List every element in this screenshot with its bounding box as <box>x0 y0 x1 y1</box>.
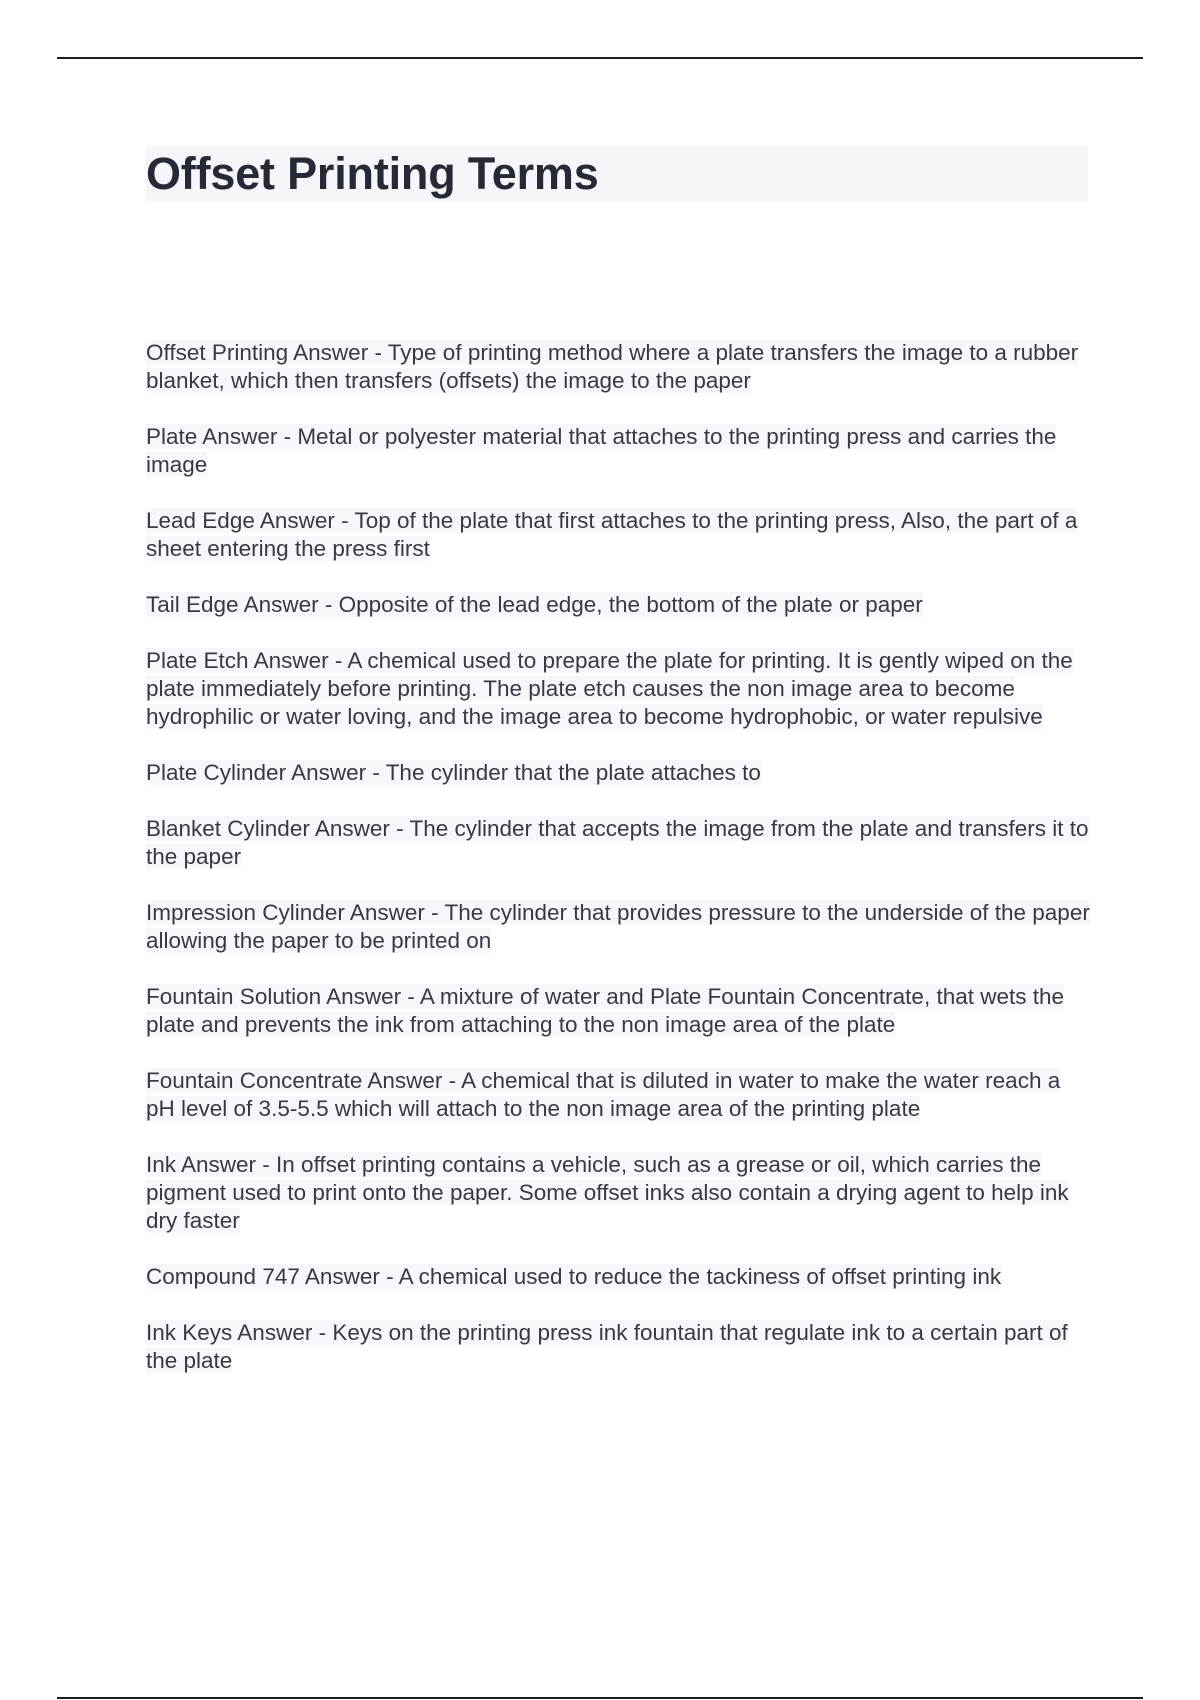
term-entry-plate <box>146 423 1092 479</box>
page-title: Offset Printing Terms <box>146 148 599 199</box>
top-rule <box>57 57 1143 59</box>
term-entry-fountain-solution <box>146 983 1092 1039</box>
term-list <box>146 339 1092 1403</box>
term-entry-tail-edge <box>146 591 1092 619</box>
term-entry-plate-etch <box>146 647 1092 731</box>
term-entry-ink <box>146 1151 1092 1235</box>
term-text: Blanket Cylinder Answer - The cylinder that accepts the image from the plate and transfers it to the paper <box>146 816 1089 869</box>
term-entry-plate-cylinder <box>146 759 1092 787</box>
term-entry-offset-printing <box>146 339 1092 395</box>
term-entry-ink-keys <box>146 1319 1092 1375</box>
term-text: Ink Answer - In offset printing contains a vehicle, such as a grease or oil, which carries the pigment used to print onto the paper. Some offset inks also contain a drying agent to help ink dry faster <box>146 1152 1069 1233</box>
term-text: Plate Cylinder Answer - The cylinder that the plate attaches to <box>146 760 761 785</box>
term-entry-fountain-concentrate <box>146 1067 1092 1123</box>
term-text: Impression Cylinder Answer - The cylinder that provides pressure to the underside of the paper allowing the paper to be printed on <box>146 900 1090 953</box>
term-text: Offset Printing Answer - Type of printing method where a plate transfers the image to a rubber blanket, which then transfers (offsets) the image to the paper <box>146 340 1079 393</box>
term-text: Tail Edge Answer - Opposite of the lead edge, the bottom of the plate or paper <box>146 592 923 617</box>
term-entry-impression-cylinder <box>146 899 1092 955</box>
term-text: Lead Edge Answer - Top of the plate that first attaches to the printing press, Also, the part of a sheet entering the press first <box>146 508 1078 561</box>
title-block <box>146 146 1088 202</box>
term-entry-blanket-cylinder <box>146 815 1092 871</box>
bottom-rule <box>57 1697 1143 1699</box>
term-text: Ink Keys Answer - Keys on the printing press ink fountain that regulate ink to a certain part of the plate <box>146 1320 1068 1373</box>
term-entry-lead-edge <box>146 507 1092 563</box>
term-text: Fountain Concentrate Answer - A chemical that is diluted in water to make the water reach a pH level of 3.5-5.5 which will attach to the non image area of the printing plate <box>146 1068 1061 1121</box>
term-text: Plate Etch Answer - A chemical used to prepare the plate for printing. It is gently wiped on the plate immediately before printing. The plate etch causes the non image area to become hydrophilic or water loving, and the image area to become hydrophobic, or water repulsive <box>146 648 1073 729</box>
term-entry-compound-747 <box>146 1263 1092 1291</box>
term-text: Plate Answer - Metal or polyester material that attaches to the printing press and carries the image <box>146 424 1057 477</box>
term-text: Fountain Solution Answer - A mixture of water and Plate Fountain Concentrate, that wets the plate and prevents the ink from attaching to the non image area of the plate <box>146 984 1065 1037</box>
term-text: Compound 747 Answer - A chemical used to reduce the tackiness of offset printing ink <box>146 1264 1002 1289</box>
